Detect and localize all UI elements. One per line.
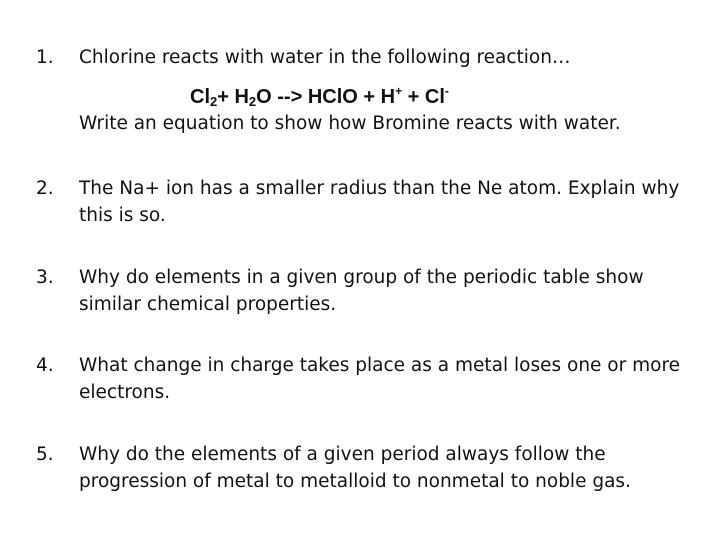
- question-2: [36, 175, 696, 229]
- question-number: 1.: [36, 47, 54, 68]
- question-number: 3.: [36, 267, 54, 288]
- question-number: 4.: [36, 355, 54, 376]
- question-text: Why do elements in a given group of the periodic table show similar chemical properties.: [79, 267, 644, 315]
- question-text: Chlorine reacts with water in the following reaction…: [79, 47, 571, 68]
- question-1-followup: Write an equation to show how Bromine reacts with water.: [79, 113, 621, 134]
- question-3: [36, 264, 696, 318]
- question-text: Why do the elements of a given period always follow the progression of metal to metalloid to nonmetal to noble gas.: [79, 444, 631, 492]
- question-1: [36, 44, 696, 71]
- question-text: The Na+ ion has a smaller radius than the Ne atom. Explain why this is so.: [79, 178, 680, 226]
- question-number: 2.: [36, 178, 54, 199]
- question-text: What change in charge takes place as a metal loses one or more electrons.: [79, 355, 681, 403]
- question-number: 5.: [36, 444, 54, 465]
- question-5: [36, 441, 696, 495]
- question-4: [36, 352, 696, 406]
- chemical-equation: $Cl_2+ H_2O$ --> HClO + H+ + Cl-: [190, 84, 449, 109]
